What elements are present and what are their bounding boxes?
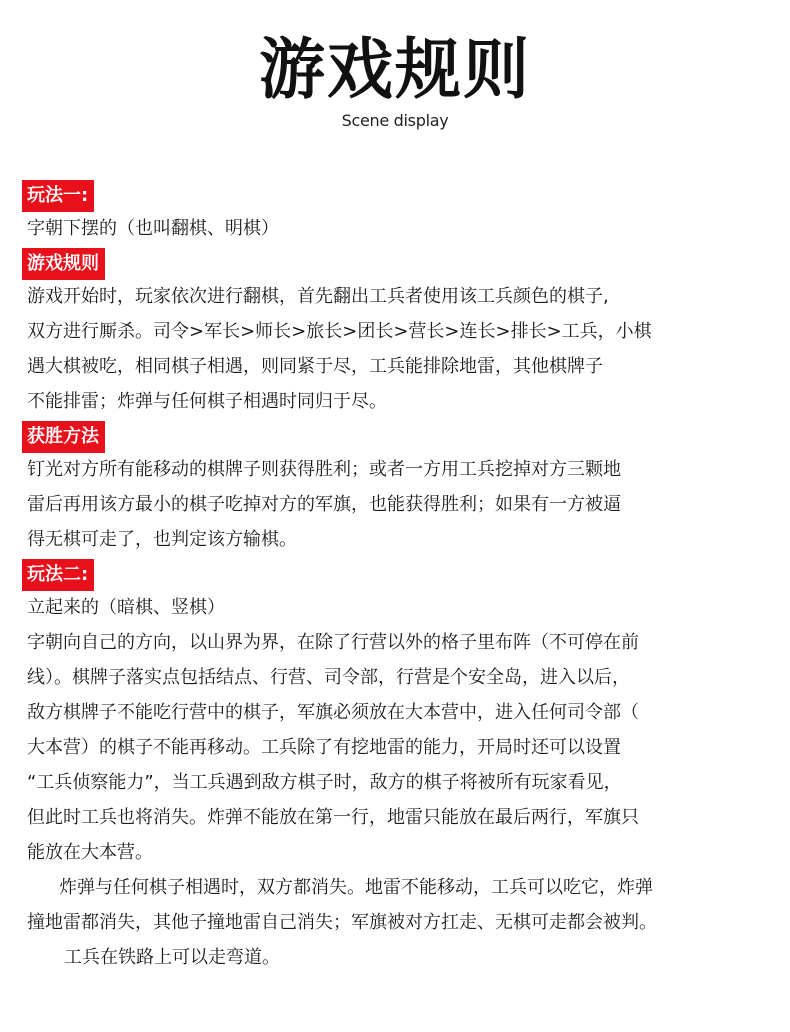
section-tag-rules: 游戏规则 [22,248,105,280]
rules-line: 遇大棋被吃，相同棋子相遇，则同紧于尽，工兵能排除地雷，其他棋牌子 [27,356,603,377]
play-2-line: 工兵在铁路上可以走弯道。 [64,947,280,968]
play-2-line: 立起来的（暗棋、竖棋） [27,597,225,618]
win-line: 雷后再用该方最小的棋子吃掉对方的军旗，也能获得胜利；如果有一方被逼 [27,494,621,515]
play-2-line: 大本营）的棋子不能再移动。工兵除了有挖地雷的能力，开局时还可以设置 [27,737,621,758]
section-tag-win: 获胜方法 [22,421,105,453]
page-subtitle: Scene display [341,111,449,130]
play-2-line: 炸弹与任何棋子相遇时，双方都消失。地雷不能移动，工兵可以吃它，炸弹 [59,877,653,898]
play-2-line: 线）。棋牌子落实点包括结点、行营、司令部，行营是个安全岛，进入以后， [27,667,630,688]
play-2-line: 敌方棋牌子不能吃行营中的棋子，军旗必须放在大本营中，进入任何司令部（ [27,702,639,723]
play-2-line: 但此时工兵也将消失。炸弹不能放在第一行，地雷只能放在最后两行，军旗只 [27,807,639,828]
win-line: 钉光对方所有能移动的棋牌子则获得胜利；或者一方用工兵挖掉对方三颗地 [27,459,621,480]
rules-line: 游戏开始时，玩家依次进行翻棋，首先翻出工兵者使用该工兵颜色的棋子, [27,286,609,307]
section-tag-play-1: 玩法一: [22,180,94,212]
page-title: 游戏规则 [259,31,531,108]
rules-line: 双方进行厮杀。司令>军长>师长>旅长>团长>营长>连长>排长>工兵，小棋 [27,321,652,342]
play-2-line: 撞地雷都消失，其他子撞地雷自己消失；军旗被对方扛走、无棋可走都会被判。 [27,912,657,933]
play-2-line: 字朝向自己的方向，以山界为界，在除了行营以外的格子里布阵（不可停在前 [27,632,639,653]
section-tag-play-2: 玩法二: [22,559,94,591]
rules-line: 不能排雷；炸弹与任何棋子相遇时同归于尽。 [27,391,387,412]
section-rules [27,246,767,419]
play-2-line: 能放在大本营。 [27,842,153,863]
rules-content [27,178,767,975]
section-play-1 [27,178,767,246]
play-1-line: 字朝下摆的（也叫翻棋、明棋） [27,218,279,239]
play-2-line: “工兵侦察能力”，当工兵遇到敌方棋子时，敌方的棋子将被所有玩家看见， [27,772,622,793]
section-play-2 [27,557,767,975]
win-line: 得无棋可走了，也判定该方输棋。 [27,529,297,550]
section-win [27,419,767,557]
